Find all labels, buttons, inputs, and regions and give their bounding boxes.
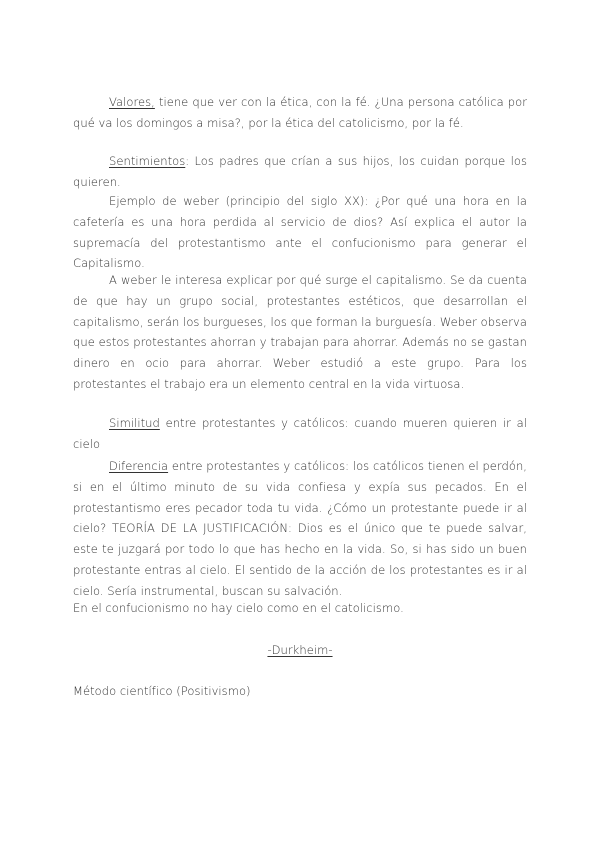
paragraph-sentimientos-text: : Los padres que crían a sus hijos, los cuidan porque los quieren. <box>73 154 527 189</box>
paragraph-diferencia-text: entre protestantes y católicos: los católicos tienen el perdón, si en el último minuto de su vida confiesa y expía sus pecados. En el protestantismo eres pecador toda tu vida. ¿Cómo un protestante puede ir al cielo? TEORÍA DE LA JUSTIFICACIÓN: Dios es el único que te puede salvar, este te juzgará por todo lo que has hecho en la vida. So, si has sido un buen protestante entras al cielo. El sentido de la acción de los protestantes es ir al cielo. Sería instrumental, buscan su salvación. <box>73 459 527 598</box>
paragraph-diferencia <box>73 456 527 602</box>
term-similitud: Similitud <box>109 416 160 430</box>
paragraph-sentimientos <box>73 151 527 193</box>
paragraph-valores-text: tiene que ver con la ética, con la fé. ¿Una persona católica por qué va los domingos a misa?, por la ética del catolicismo, por la fé. <box>73 95 527 130</box>
paragraph-valores <box>73 92 527 134</box>
paragraph-ejemplo-weber: Ejemplo de weber (principio del siglo XX): ¿Por qué una hora en la cafetería es una hora perdida al servicio de dios? Así explica el autor la supremacía del protestantismo ante el confucionismo para generar el Capitalismo. <box>73 194 527 271</box>
paragraph-similitud <box>73 413 527 455</box>
paragraph-similitud-text: entre protestantes y católicos: cuando mueren quieren ir al cielo <box>73 416 527 451</box>
section-heading <box>73 640 527 661</box>
heading-durkheim: -Durkheim- <box>267 643 333 657</box>
paragraph-weber-capitalismo: A weber le interesa explicar por qué surge el capitalismo. Se da cuenta de que hay un grupo social, protestantes estéticos, que desarrollan el capitalismo, serán los burgueses, los que forman la burguesía. Weber observa que estos protestantes ahorran y trabajan para ahorrar. Además no se gastan dinero en ocio para ahorrar. Weber estudió a este grupo. Para los protestantes el trabajo era un elemento central en la vida virtuosa. <box>73 273 527 391</box>
paragraph-confucionismo: En el confucionismo no hay cielo como en el catolicismo. <box>73 601 404 615</box>
term-valores: Valores, <box>109 95 155 109</box>
term-sentimientos: Sentimientos <box>109 154 186 168</box>
paragraph-metodo: Método científico (Positivismo) <box>73 684 251 698</box>
term-diferencia: Diferencia <box>109 459 169 473</box>
